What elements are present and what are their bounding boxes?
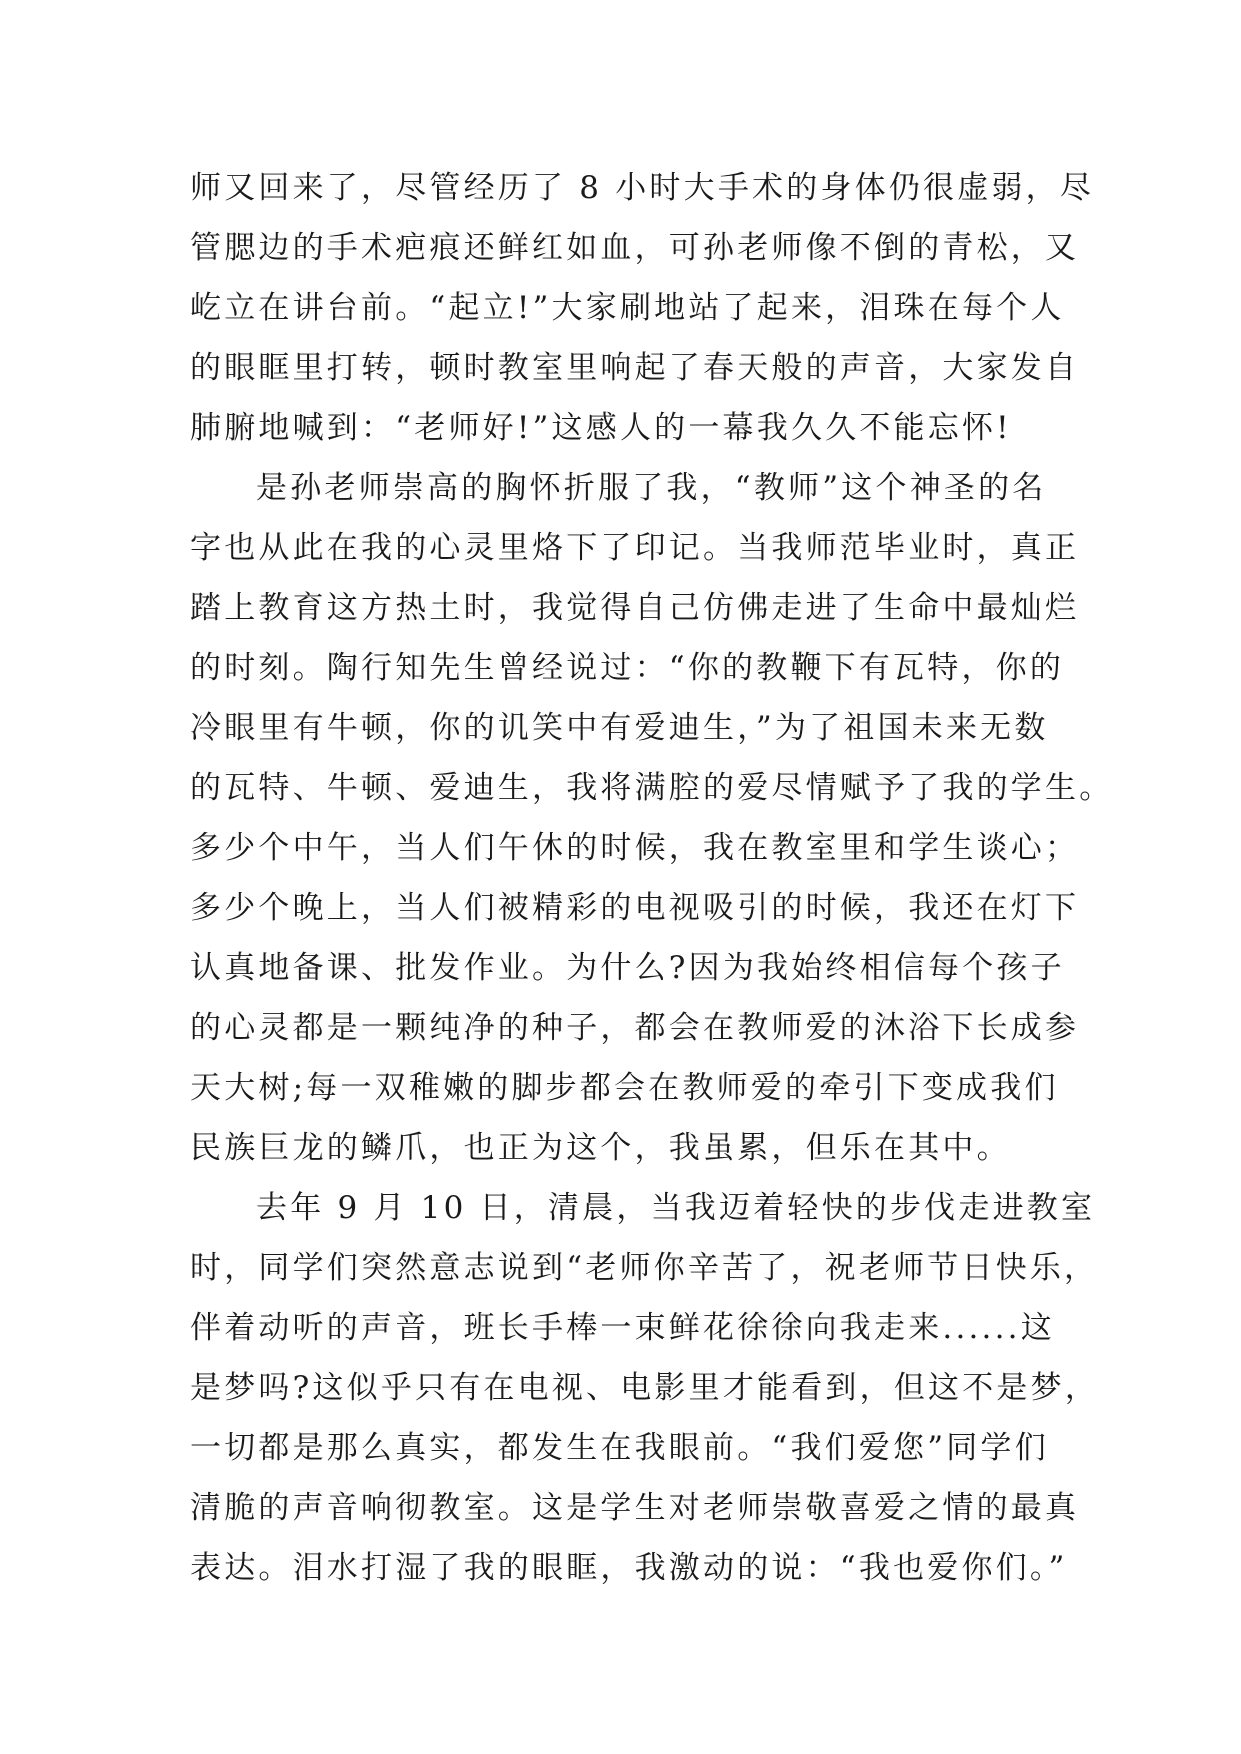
paragraph-start-line: 去年 9 月 10 日，清晨，当我迈着轻快的步伐走进教室 xyxy=(256,1190,1096,1226)
text-line: 的眼眶里打转，顿时教室里响起了春天般的声音，大家发自 xyxy=(190,350,1080,386)
text-line: 师又回来了，尽管经历了 8 小时大手术的身体仍很虚弱，尽 xyxy=(190,170,1095,206)
text-line: 屹立在讲台前。“起立!”大家刷地站了起来，泪珠在每个人 xyxy=(190,290,1065,326)
text-line: 伴着动听的声音，班长手棒一束鲜花徐徐向我走来......这 xyxy=(190,1310,1055,1346)
text-line: 管腮边的手术疤痕还鲜红如血，可孙老师像不倒的青松，又 xyxy=(190,230,1080,266)
text-line: 踏上教育这方热土时，我觉得自己仿佛走进了生命中最灿烂 xyxy=(190,590,1080,626)
text-line: 肺腑地喊到：“老师好!”这感人的一幕我久久不能忘怀! xyxy=(190,410,1012,446)
text-line: 民族巨龙的鳞爪，也正为这个，我虽累，但乐在其中。 xyxy=(190,1130,1011,1166)
text-line: 一切都是那么真实，都发生在我眼前。“我们爱您”同学们 xyxy=(190,1430,1049,1466)
text-line: 多少个晚上，当人们被精彩的电视吸引的时候，我还在灯下 xyxy=(190,890,1080,926)
text-line: 认真地备课、批发作业。为什么?因为我始终相信每个孩子 xyxy=(190,950,1065,986)
text-line: 清脆的声音响彻教室。这是学生对老师崇敬喜爱之情的最真 xyxy=(190,1490,1080,1526)
text-line: 字也从此在我的心灵里烙下了印记。当我师范毕业时，真正 xyxy=(190,530,1080,566)
text-line: 的心灵都是一颗纯净的种子，都会在教师爱的沐浴下长成参 xyxy=(190,1010,1080,1046)
text-line: 的瓦特、牛顿、爱迪生，我将满腔的爱尽情赋予了我的学生。 xyxy=(190,770,1114,806)
text-line: 天大树;每一双稚嫩的脚步都会在教师爱的牵引下变成我们 xyxy=(190,1070,1059,1106)
text-line: 的时刻。陶行知先生曾经说过：“你的教鞭下有瓦特，你的 xyxy=(190,650,1065,686)
text-line: 时，同学们突然意志说到“老师你辛苦了，祝老师节日快乐， xyxy=(190,1250,1099,1286)
text-line: 多少个中午，当人们午休的时候，我在教室里和学生谈心； xyxy=(190,830,1080,866)
text-line: 是梦吗?这似乎只有在电视、电影里才能看到，但这不是梦， xyxy=(190,1370,1100,1406)
body-text xyxy=(190,158,1114,1598)
paragraph-start-line: 是孙老师崇高的胸怀折服了我，“教师”这个神圣的名 xyxy=(256,470,1047,506)
text-line: 冷眼里有牛顿，你的讥笑中有爱迪生，”为了祖国未来无数 xyxy=(190,710,1049,746)
text-line: 表达。泪水打湿了我的眼眶，我激动的说：“我也爱你们。” xyxy=(190,1550,1068,1586)
